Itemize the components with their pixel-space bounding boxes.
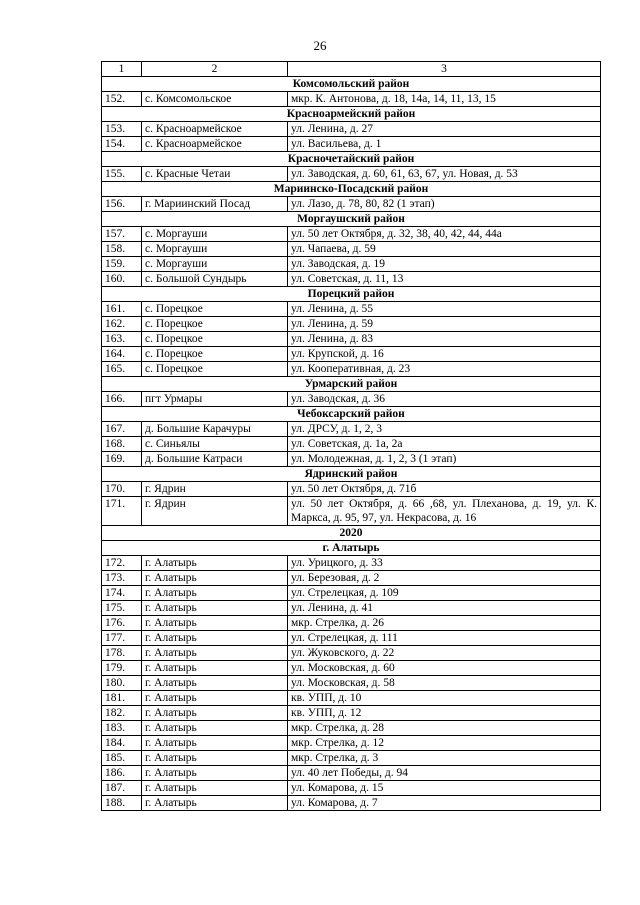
building-address: ул. Заводская, д. 60, 61, 63, 67, ул. Новая, д. 53 [288, 167, 601, 182]
building-address: ул. 50 лет Октября, д. 71б [288, 482, 601, 497]
section-heading-row [102, 152, 601, 167]
settlement-name: с. Порецкое [142, 302, 288, 317]
settlement-name: с. Порецкое [142, 362, 288, 377]
settlement-name: г. Мариинский Посад [142, 197, 288, 212]
building-address: кв. УПП, д. 10 [288, 691, 601, 706]
table-row [102, 422, 601, 437]
table-row [102, 571, 601, 586]
table-body [102, 62, 601, 811]
table-row [102, 437, 601, 452]
settlement-name: г. Алатырь [142, 571, 288, 586]
row-number: 162. [102, 317, 142, 332]
table-row [102, 781, 601, 796]
row-number: 184. [102, 736, 142, 751]
building-address: ул. ДРСУ, д. 1, 2, 3 [288, 422, 601, 437]
settlement-name: с. Порецкое [142, 317, 288, 332]
building-address: ул. Лазо, д. 78, 80, 82 (1 этап) [288, 197, 601, 212]
table-row [102, 332, 601, 347]
building-address: ул. 40 лет Победы, д. 94 [288, 766, 601, 781]
table-row [102, 167, 601, 182]
building-address: ул. Кооперативная, д. 23 [288, 362, 601, 377]
settlement-name: г. Алатырь [142, 721, 288, 736]
settlement-name: г. Ядрин [142, 482, 288, 497]
row-number: 169. [102, 452, 142, 467]
table-row [102, 392, 601, 407]
table-row [102, 302, 601, 317]
row-number: 179. [102, 661, 142, 676]
section-heading-row [102, 526, 601, 541]
settlement-name: с. Моргауши [142, 257, 288, 272]
table-row [102, 646, 601, 661]
row-number: 161. [102, 302, 142, 317]
row-number: 178. [102, 646, 142, 661]
settlement-name: г. Алатырь [142, 676, 288, 691]
table-row [102, 706, 601, 721]
settlement-name: г. Алатырь [142, 796, 288, 811]
settlement-name: с. Большой Сундырь [142, 272, 288, 287]
building-address: мкр. К. Антонова, д. 18, 14а, 14, 11, 13, 15 [288, 92, 601, 107]
row-number: 171. [102, 497, 142, 526]
section-title: Моргаушский район [102, 212, 601, 227]
settlement-name: г. Алатырь [142, 661, 288, 676]
section-heading-row [102, 287, 601, 302]
settlement-name: г. Алатырь [142, 631, 288, 646]
table-row [102, 586, 601, 601]
building-address: ул. Крупской, д. 16 [288, 347, 601, 362]
row-number: 165. [102, 362, 142, 377]
row-number: 167. [102, 422, 142, 437]
page-number: 26 [313, 38, 327, 53]
table-row [102, 766, 601, 781]
building-address: ул. Советская, д. 11, 13 [288, 272, 601, 287]
table-header-row [102, 62, 601, 77]
building-address: ул. 50 лет Октября, д. 32, 38, 40, 42, 44, 44а [288, 227, 601, 242]
settlement-name: г. Алатырь [142, 706, 288, 721]
row-number: 173. [102, 571, 142, 586]
section-heading-row [102, 541, 601, 556]
building-address: ул. Жуковского, д. 22 [288, 646, 601, 661]
row-number: 168. [102, 437, 142, 452]
building-address: ул. Комарова, д. 7 [288, 796, 601, 811]
section-title: Порецкий район [102, 287, 601, 302]
building-address: ул. Стрелецкая, д. 109 [288, 586, 601, 601]
building-address: ул. Советская, д. 1а, 2а [288, 437, 601, 452]
section-heading-row [102, 77, 601, 92]
building-address: ул. Заводская, д. 36 [288, 392, 601, 407]
table-row [102, 137, 601, 152]
settlement-name: г. Алатырь [142, 766, 288, 781]
table-row [102, 721, 601, 736]
building-address: ул. Ленина, д. 27 [288, 122, 601, 137]
row-number: 154. [102, 137, 142, 152]
header-cell-number: 1 [102, 62, 142, 77]
settlement-name: г. Алатырь [142, 736, 288, 751]
table-row [102, 482, 601, 497]
table-row [102, 616, 601, 631]
row-number: 181. [102, 691, 142, 706]
settlement-name: д. Большие Катраси [142, 452, 288, 467]
row-number: 155. [102, 167, 142, 182]
settlement-name: г. Алатырь [142, 556, 288, 571]
settlement-name: с. Моргауши [142, 242, 288, 257]
building-address: ул. Комарова, д. 15 [288, 781, 601, 796]
building-address: ул. Березовая, д. 2 [288, 571, 601, 586]
section-heading-row [102, 182, 601, 197]
building-address: ул. Ленина, д. 55 [288, 302, 601, 317]
table-row [102, 92, 601, 107]
table-row [102, 751, 601, 766]
row-number: 164. [102, 347, 142, 362]
row-number: 175. [102, 601, 142, 616]
section-title: Мариинско-Посадский район [102, 182, 601, 197]
table-row [102, 601, 601, 616]
table-row [102, 362, 601, 377]
settlement-name: г. Ядрин [142, 497, 288, 526]
building-address: мкр. Стрелка, д. 28 [288, 721, 601, 736]
table-row [102, 661, 601, 676]
row-number: 183. [102, 721, 142, 736]
settlement-name: с. Комсомольское [142, 92, 288, 107]
section-heading-row [102, 212, 601, 227]
building-address: ул. Стрелецкая, д. 111 [288, 631, 601, 646]
row-number: 166. [102, 392, 142, 407]
table-row [102, 242, 601, 257]
section-title: г. Алатырь [102, 541, 601, 556]
settlement-name: г. Алатырь [142, 616, 288, 631]
table-row [102, 796, 601, 811]
row-number: 185. [102, 751, 142, 766]
table-row [102, 736, 601, 751]
row-number: 180. [102, 676, 142, 691]
settlement-name: с. Красноармейское [142, 137, 288, 152]
building-address: ул. Молодежная, д. 1, 2, 3 (1 этап) [288, 452, 601, 467]
settlement-name: г. Алатырь [142, 751, 288, 766]
settlement-name: г. Алатырь [142, 646, 288, 661]
header-cell-place: 2 [142, 62, 288, 77]
row-number: 188. [102, 796, 142, 811]
table-row [102, 452, 601, 467]
building-address: ул. Московская, д. 60 [288, 661, 601, 676]
table-row [102, 197, 601, 212]
settlement-name: с. Красноармейское [142, 122, 288, 137]
settlement-name: с. Синьялы [142, 437, 288, 452]
settlement-name: с. Порецкое [142, 347, 288, 362]
table-row [102, 257, 601, 272]
settlement-name: г. Алатырь [142, 586, 288, 601]
table-row [102, 122, 601, 137]
building-address: ул. Ленина, д. 83 [288, 332, 601, 347]
table-row [102, 691, 601, 706]
building-address: кв. УПП, д. 12 [288, 706, 601, 721]
row-number: 153. [102, 122, 142, 137]
table-row [102, 317, 601, 332]
table-row [102, 347, 601, 362]
row-number: 163. [102, 332, 142, 347]
section-heading-row [102, 107, 601, 122]
section-title: 2020 [102, 526, 601, 541]
row-number: 156. [102, 197, 142, 212]
row-number: 182. [102, 706, 142, 721]
table-row [102, 272, 601, 287]
row-number: 152. [102, 92, 142, 107]
table-row [102, 631, 601, 646]
settlement-name: с. Красные Четаи [142, 167, 288, 182]
table-row [102, 676, 601, 691]
building-address: ул. Васильева, д. 1 [288, 137, 601, 152]
table-row [102, 556, 601, 571]
settlement-name: г. Алатырь [142, 691, 288, 706]
section-heading-row [102, 467, 601, 482]
row-number: 172. [102, 556, 142, 571]
row-number: 170. [102, 482, 142, 497]
table-row [102, 497, 601, 526]
settlement-name: с. Порецкое [142, 332, 288, 347]
row-number: 176. [102, 616, 142, 631]
section-title: Чебоксарский район [102, 407, 601, 422]
section-title: Комсомольский район [102, 77, 601, 92]
settlement-name: г. Алатырь [142, 601, 288, 616]
row-number: 158. [102, 242, 142, 257]
section-title: Урмарский район [102, 377, 601, 392]
settlement-name: пгт Урмары [142, 392, 288, 407]
row-number: 160. [102, 272, 142, 287]
building-address: ул. Чапаева, д. 59 [288, 242, 601, 257]
building-address: ул. Ленина, д. 41 [288, 601, 601, 616]
building-address: ул. Заводская, д. 19 [288, 257, 601, 272]
section-heading-row [102, 377, 601, 392]
settlement-name: г. Алатырь [142, 781, 288, 796]
table-row [102, 227, 601, 242]
row-number: 187. [102, 781, 142, 796]
building-address: ул. Московская, д. 58 [288, 676, 601, 691]
row-number: 186. [102, 766, 142, 781]
section-title: Красноармейский район [102, 107, 601, 122]
section-title: Ядринский район [102, 467, 601, 482]
building-address: ул. Урицкого, д. 33 [288, 556, 601, 571]
row-number: 159. [102, 257, 142, 272]
settlement-name: д. Большие Карачуры [142, 422, 288, 437]
section-heading-row [102, 407, 601, 422]
building-address: мкр. Стрелка, д. 26 [288, 616, 601, 631]
header-cell-address: 3 [288, 62, 601, 77]
building-address: ул. Ленина, д. 59 [288, 317, 601, 332]
building-address: ул. 50 лет Октября, д. 66 ,68, ул. Плеханова, д. 19, ул. К. Маркса, д. 95, 97, ул. Некрасова, д. 16 [288, 497, 601, 526]
housing-table [101, 61, 601, 811]
section-title: Красночетайский район [102, 152, 601, 167]
row-number: 157. [102, 227, 142, 242]
row-number: 177. [102, 631, 142, 646]
building-address: мкр. Стрелка, д. 3 [288, 751, 601, 766]
building-address: мкр. Стрелка, д. 12 [288, 736, 601, 751]
row-number: 174. [102, 586, 142, 601]
settlement-name: с. Моргауши [142, 227, 288, 242]
